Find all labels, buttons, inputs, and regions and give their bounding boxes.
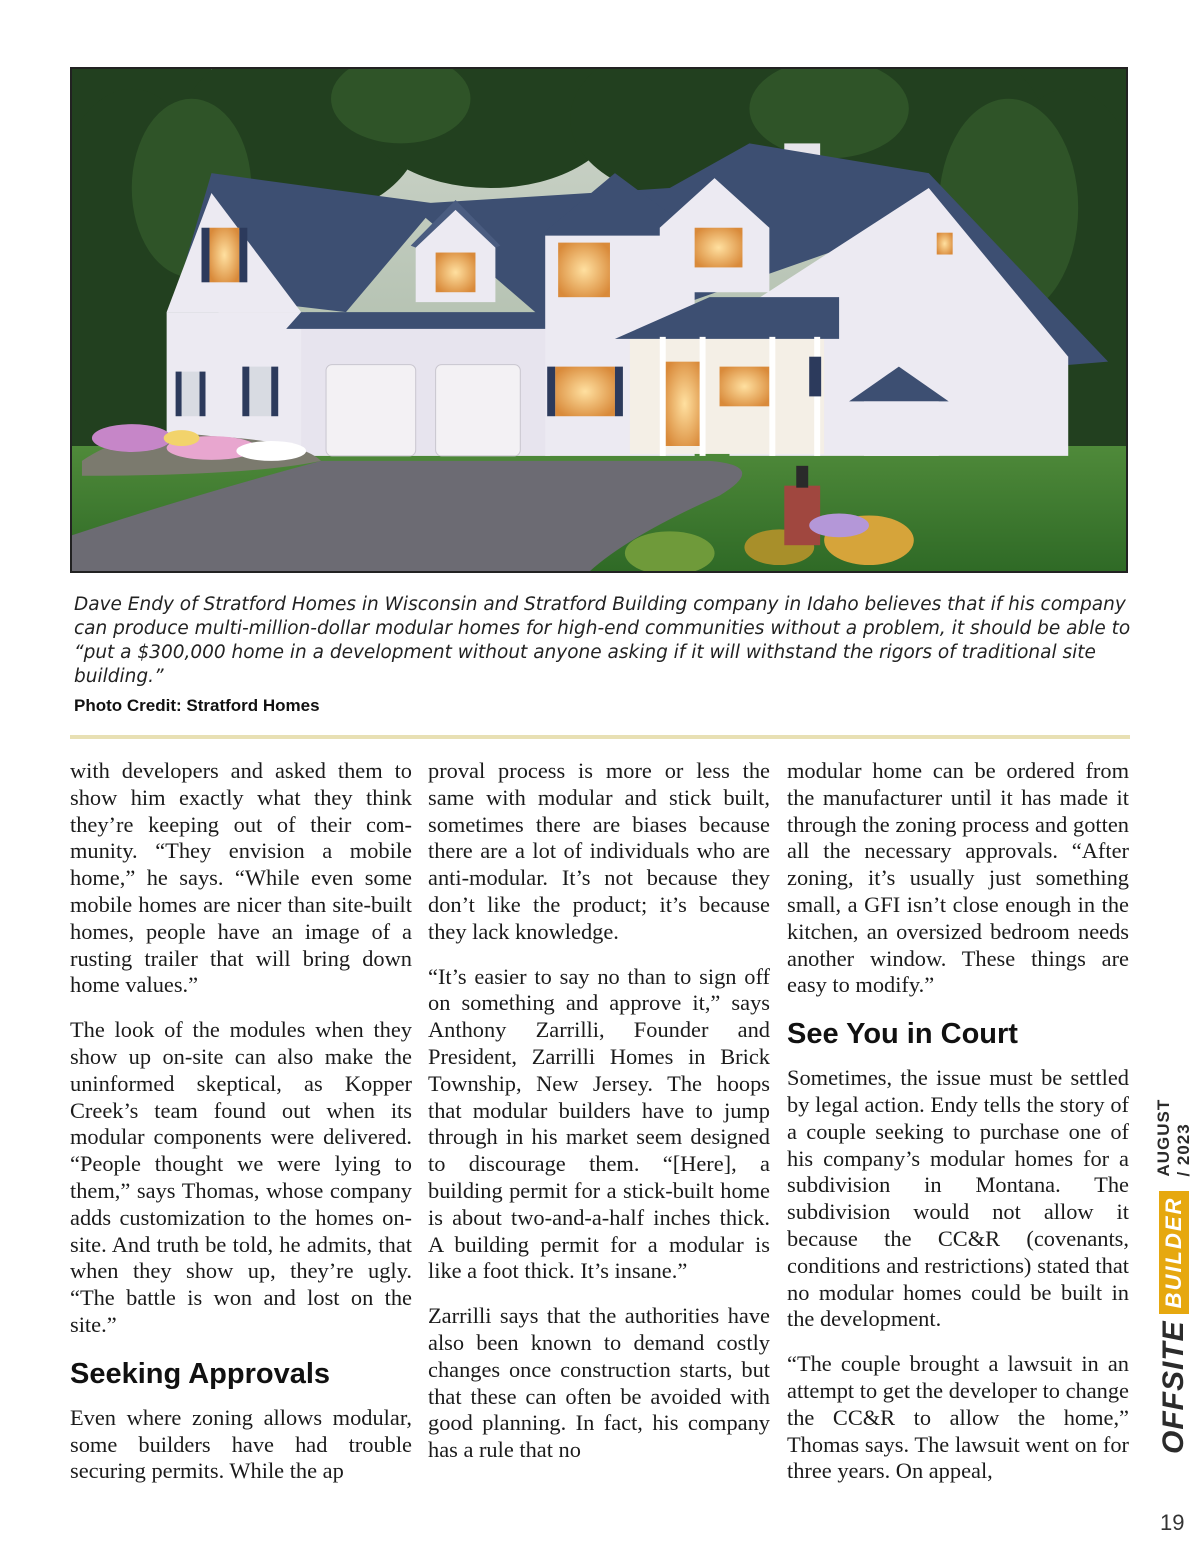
issue-date: AUGUST / 2023 xyxy=(1154,1098,1193,1177)
body-paragraph: “The couple brought a lawsuit in an attempt to get the developer to change the CC&R to allow the home,” Thomas says. The lawsuit went on for three years. On appeal, xyxy=(787,1351,1129,1484)
body-paragraph: Zarrilli says that the authorities have also been known to demand costly changes once construction starts, but that these can often be avoided with good planning. In fact, his company has a rule that no xyxy=(428,1303,770,1463)
article-column-2 xyxy=(428,758,770,1482)
page-number: 19 xyxy=(1160,1510,1185,1535)
magazine-sidebar xyxy=(1150,1098,1198,1460)
photo-caption: Dave Endy of Stratford Homes in Wisconsin and Stratford Building company in Idaho believes that if his company can produce multi-million-dollar modular homes for high-end communities without a problem, it should be able to “put a $300,000 home in a development without anyone asking if it will withstand the rigors of traditional site building.” xyxy=(74,594,1131,687)
article-column-1 xyxy=(70,758,412,1503)
article-column-3 xyxy=(787,758,1129,1503)
body-paragraph: proval process is more or less the same with modular and stick built, sometimes there are biases because there are a lot of individuals who are anti-modular. It’s not because they don’t like the product; it’s because they lack knowledge. xyxy=(428,758,770,944)
section-heading-seeking-approvals: Seeking Approvals xyxy=(70,1357,331,1390)
body-paragraph: Sometimes, the issue must be settled by legal action. Endy tells the story of a couple seeking to purchase one of his company’s modular homes for a subdivision in Montana. The subdivision would not allow it because the CC&R (covenants, conditions and restrictions) stated that no modular homes could be built in the development. xyxy=(787,1065,1129,1332)
body-paragraph: “It’s easier to say no than to sign off on something and approve it,” says Anthony Zarrilli, Founder and President, Zarrilli Homes in Brick Township, New Jersey. The hoops that modular builders have to jump through in his market seem designed to discourage them. “[Here], a building permit for a stick-built home is about two-and-a-half inches thick. A building permit for a modular is like a foot thick. It’s insane.” xyxy=(428,963,770,1284)
brand-logo-builder: BUILDER xyxy=(1159,1191,1189,1315)
house-photo xyxy=(70,67,1128,573)
section-heading-see-you-in-court: See You in Court xyxy=(787,1018,1018,1051)
photo-credit: Photo Credit: Stratford Homes xyxy=(74,696,320,715)
body-paragraph: Even where zoning allows modular, some builders have had trouble securing permits. While the ap xyxy=(70,1404,412,1484)
body-paragraph: modular home can be ordered from the manufacturer until it has made it through the zoning process and gotten all the necessary approvals. “After zoning, it’s usually just something small, a GFI isn’t close enough in the kitchen, an oversized bedroom needs another window. These things are easy to modify.” xyxy=(787,758,1129,998)
body-paragraph: The look of the modules when they show up on-site can also make the uninformed skeptical, as Kopper Creek’s team found out when its modular components were delivered. “People thought we were lying to them,” says Thomas, whose company adds customization to the homes on-site. And truth be told, he admits, that when they show up, they’re ugly. “The battle is won and lost on the site.” xyxy=(70,1017,412,1337)
section-divider xyxy=(70,735,1130,739)
body-paragraph: with developers and asked them to show him exactly what they think they’re keeping out of their community. “They envision a mobile home,” he says. “While even some mobile homes are nicer than site-built homes, people have an image of a rusting trailer that will bring down home values.” xyxy=(70,758,412,998)
brand-logo-offsite: OFFSITE xyxy=(1157,1320,1190,1454)
house-illustration xyxy=(72,69,1126,571)
